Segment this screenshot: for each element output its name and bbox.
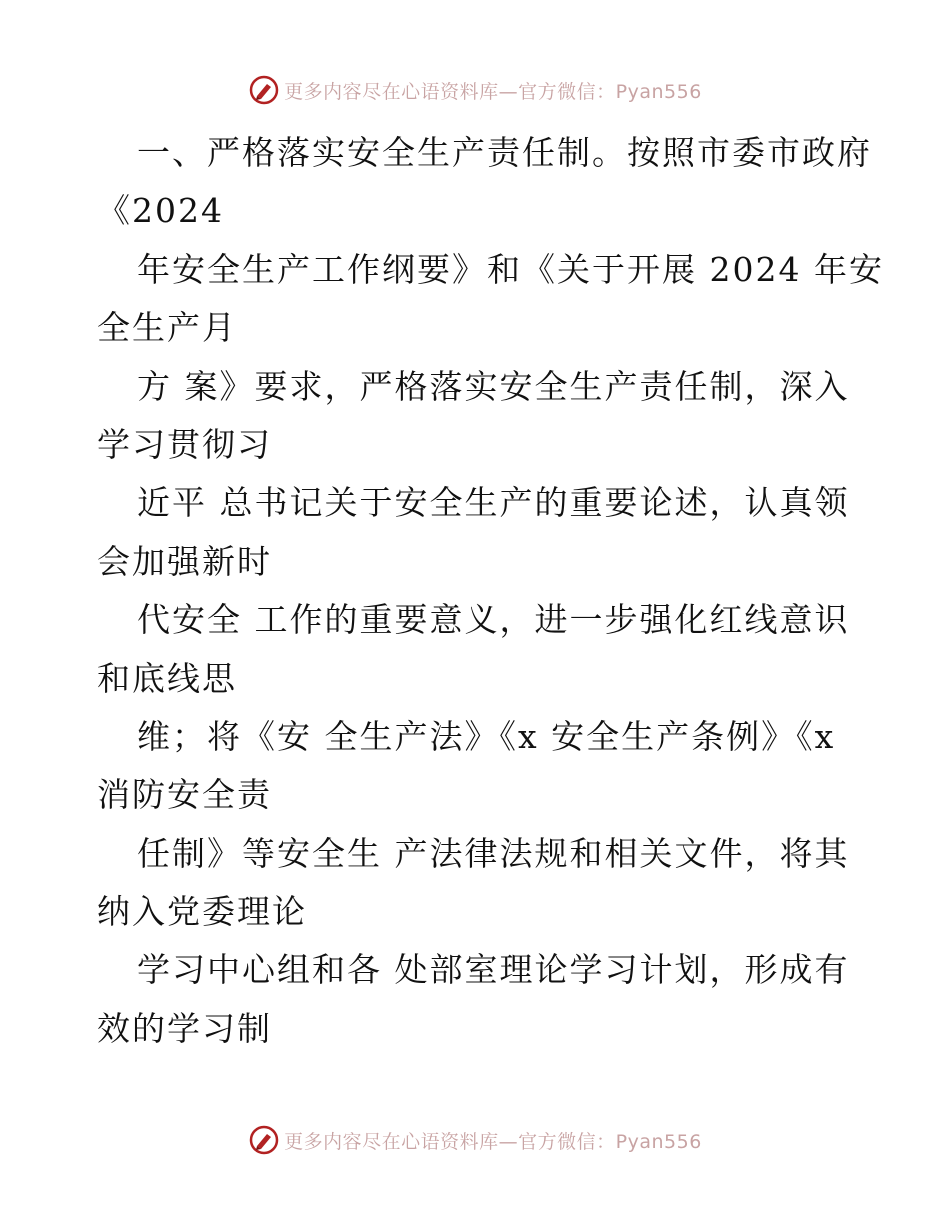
text-line: 方 案》要求，严格落实安全生产责任制，深入 <box>137 366 850 406</box>
text-line: 学习中心组和各 处部室理论学习计划，形成有 <box>137 950 850 990</box>
text-line: 效的学习制 <box>97 1008 272 1048</box>
text-line: 和底线思 <box>97 658 237 698</box>
watermark-group <box>248 74 702 106</box>
text-line: 消防安全责 <box>97 775 272 815</box>
text-line: 全生产月 <box>97 308 237 348</box>
watermark-text: 更多内容尽在心语资料库—官方微信：Pyan556 <box>284 1130 702 1153</box>
text-line: 代安全 工作的重要意义，进一步强化红线意识 <box>137 600 850 640</box>
text-line: 任制》等安全生 产法律法规和相关文件，将其 <box>137 833 850 873</box>
text-line: 纳入党委理论 <box>97 892 307 932</box>
text-line: 年安全生产工作纲要》和《关于开展 2024 年安 <box>137 249 884 289</box>
pen-logo-icon <box>248 1124 280 1156</box>
text-line: 近平 总书记关于安全生产的重要论述，认真领 <box>137 483 850 523</box>
text-line: 一、严格落实安全生产责任制。按照市委市政府 <box>137 133 872 172</box>
text-line: 《2024 <box>97 191 224 231</box>
watermark-footer <box>0 1120 950 1160</box>
pen-logo-icon <box>248 74 280 106</box>
watermark-text: 更多内容尽在心语资料库—官方微信：Pyan556 <box>284 80 702 103</box>
text-line: 维；将《安 全生产法》《x 安全生产条例》《x <box>137 716 836 756</box>
text-line: 会加强新时 <box>97 541 272 581</box>
watermark-group <box>248 1124 702 1156</box>
text-line: 学习贯彻习 <box>97 424 272 464</box>
watermark-header <box>0 70 950 110</box>
document-body <box>97 124 884 1058</box>
